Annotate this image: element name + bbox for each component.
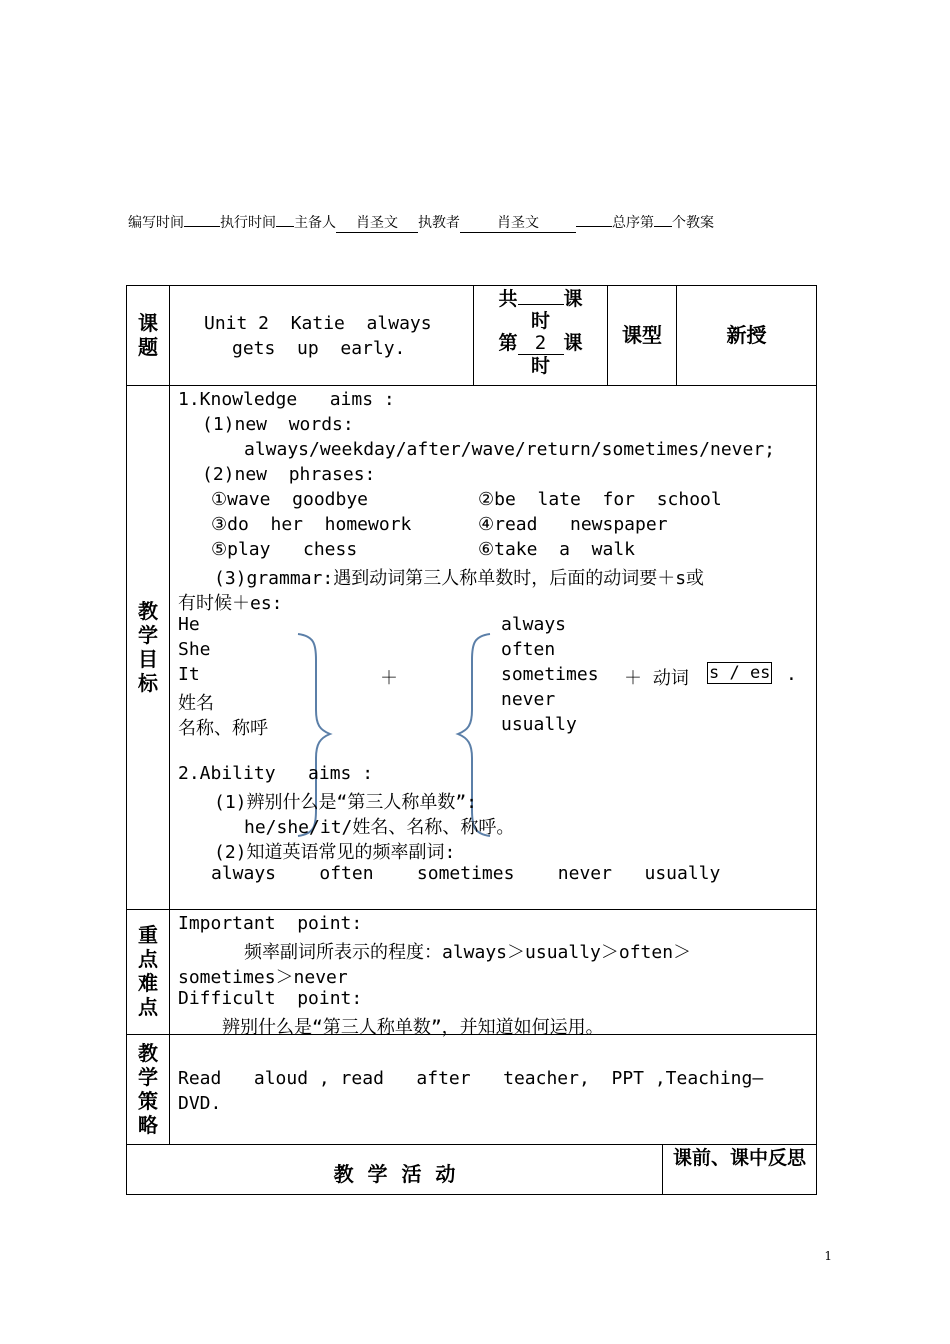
total-order-prefix: 总序第	[612, 215, 654, 231]
adverb-sometimes: sometimes	[501, 664, 599, 685]
plus-verb: ＋ 动词	[624, 668, 689, 689]
difficult-title: Difficult point:	[178, 988, 363, 1009]
phrase-2: ②be late for school	[478, 489, 722, 510]
write-time-label: 编写时间	[128, 215, 184, 231]
subject-name: 姓名	[178, 693, 214, 714]
phrase-3: ③do her homework	[211, 514, 412, 535]
type-value: 新授	[726, 323, 767, 347]
subject-title: 名称、称呼	[178, 718, 268, 739]
ability-1-detail: he/she/it/姓名、名称、称呼。	[244, 817, 515, 838]
lead-preparer-name: 肖圣文	[336, 212, 418, 233]
topic-line-1: Unit 2 Katie always	[204, 313, 432, 334]
subject-it: It	[178, 664, 200, 685]
verb-suffix-box: s / es	[709, 663, 771, 683]
lesson-time-2: 时	[530, 355, 550, 377]
phrase-6: ⑥take a walk	[478, 539, 636, 560]
lesson-nth-value: 2	[518, 332, 564, 355]
page-number: 1	[824, 1249, 832, 1263]
ability-1: (1)辨别什么是“第三人称单数”:	[214, 792, 478, 813]
goals-label: 教学目标	[138, 599, 158, 695]
exec-time-label: 执行时间	[220, 215, 276, 231]
important-title: Important point:	[178, 913, 363, 934]
adverb-usually: usually	[501, 714, 577, 735]
adverb-often: often	[501, 639, 556, 660]
new-words-title: (1)new words:	[202, 414, 354, 435]
ability-2: (2)知道英语常见的频率副词:	[214, 842, 456, 863]
lesson-total-suffix: 课	[563, 288, 583, 310]
lesson-total-blank	[518, 286, 564, 305]
key-points-label: 重点难点	[138, 923, 158, 1019]
grammar-line-2: 有时候＋es:	[178, 593, 283, 614]
lesson-plan-header	[128, 212, 714, 233]
important-line-2: sometimes＞never	[178, 967, 348, 988]
teacher-label: 执教者	[418, 215, 460, 231]
lead-preparer-label: 主备人	[294, 215, 336, 231]
table-line	[126, 909, 817, 910]
table-line	[126, 285, 817, 286]
subject-he: He	[178, 614, 200, 635]
table-line	[816, 285, 817, 1195]
subject-she: She	[178, 639, 211, 660]
teacher-name: 肖圣文	[460, 212, 576, 233]
table-line	[126, 1194, 817, 1195]
table-line	[126, 385, 817, 386]
grammar-line-1: (3)grammar:遇到动词第三人称单数时，后面的动词要＋s或	[214, 568, 705, 589]
ability-2-detail: always often sometimes never usually	[211, 863, 721, 884]
lesson-time-1: 时	[530, 310, 550, 332]
period: .	[786, 664, 797, 685]
total-order-suffix: 个教案	[672, 215, 714, 231]
lesson-nth-prefix: 第	[498, 332, 518, 354]
lesson-nth-suffix: 课	[563, 332, 583, 354]
lesson-total-prefix: 共	[498, 288, 518, 310]
phrase-4: ④read newspaper	[478, 514, 668, 535]
knowledge-title: 1.Knowledge aims :	[178, 389, 395, 410]
strategy-line-2: DVD.	[178, 1093, 222, 1114]
ability-title: 2.Ability aims :	[178, 763, 374, 784]
adverb-never: never	[501, 689, 556, 710]
new-words-list: always/weekday/after/wave/return/sometimes/never;	[244, 439, 776, 460]
reflection-label: 课前、课中反思	[672, 1147, 806, 1169]
strategy-label: 教学策略	[138, 1041, 158, 1137]
phrase-1: ①wave goodbye	[211, 489, 369, 510]
type-label: 课型	[622, 323, 662, 347]
difficult-line: 辨别什么是“第三人称单数”，并知道如何运用。	[222, 1017, 604, 1038]
lesson-count-cell	[474, 286, 607, 377]
adverb-always: always	[501, 614, 567, 635]
strategy-line-1: Read aloud , read after teacher, PPT ,Teaching—	[178, 1068, 764, 1089]
total-order-blank	[654, 212, 672, 227]
exec-time-blank	[276, 212, 294, 227]
table-line	[126, 1144, 817, 1145]
teacher-blank	[576, 212, 612, 227]
topic-label: 课题	[138, 311, 158, 359]
important-line-1: 频率副词所表示的程度：always＞usually＞often＞	[244, 942, 692, 963]
phrase-5: ⑤play chess	[211, 539, 358, 560]
activity-label: 教 学 活 动	[333, 1162, 456, 1186]
write-time-blank	[184, 212, 220, 227]
table-line	[169, 285, 170, 1144]
topic-line-2: gets up early.	[232, 338, 406, 359]
plus-sign: ＋	[380, 668, 398, 689]
new-phrases-title: (2)new phrases:	[202, 464, 376, 485]
